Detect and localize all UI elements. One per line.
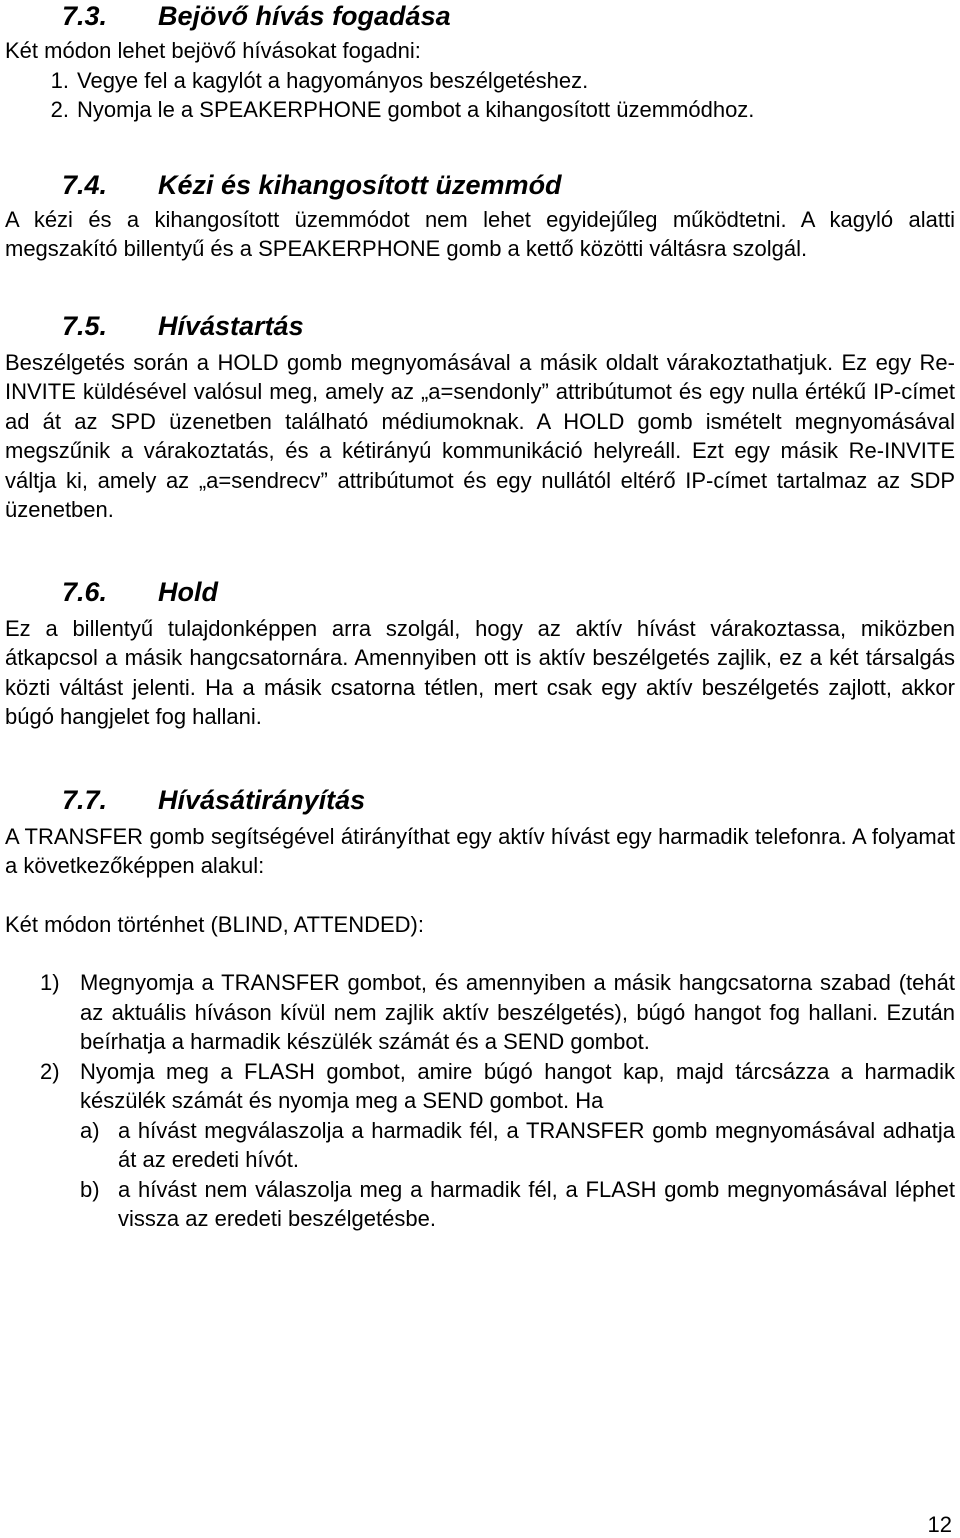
section-title: Kézi és kihangosított üzemmód — [158, 169, 562, 200]
document-page — [5, 0, 955, 1234]
section-title: Bejövő hívás fogadása — [158, 1, 451, 31]
list-marker: 2. — [50, 97, 69, 122]
section-body: A TRANSFER gomb segítségével átirányíthat egy aktív hívást egy harmadik telefonra. A folyamat a következőképpen alakul: — [5, 823, 955, 878]
section-body: A kézi és a kihangosított üzemmódot nem lehet egyidejűleg működtetni. A kagyló alatti megszakító billentyű és a SPEAKERPHONE gomb a kettő közötti váltásra szolgál. — [5, 206, 955, 261]
list-item — [80, 1175, 955, 1234]
transfer-substeps-list — [80, 1116, 955, 1234]
section-intro: Két módon lehet bejövő hívásokat fogadni: — [5, 38, 421, 63]
list-marker: 1. — [50, 67, 69, 93]
page-number: 12 — [927, 1512, 952, 1537]
section-number: 7.4. — [62, 169, 108, 200]
section-number: 7.5. — [62, 310, 108, 341]
list-marker: b) — [80, 1176, 100, 1202]
section-title: Hívásátirányítás — [158, 784, 366, 815]
section-heading-7-5 — [5, 310, 955, 342]
list-item-text: Nyomja le a SPEAKERPHONE gombot a kihangosított üzemmódhoz. — [77, 97, 755, 122]
list-item-text: a hívást megválaszolja a harmadik fél, a TRANSFER gomb megnyomásával adhatja át az eredeti hívót. — [118, 1117, 955, 1172]
section-number: 7.7. — [62, 784, 108, 815]
section-title: Hívástartás — [158, 310, 304, 341]
transfer-steps-list — [5, 968, 955, 1234]
section-body: Beszélgetés során a HOLD gomb megnyomásával a másik oldalt várakoztathatjuk. Ez egy Re-INVITE küldésével valósul meg, amely az „a=sendonly” attribútumot és egy nulla értékű IP-címet ad át az SPD üzenetben található médiumoknak. A HOLD gomb ismételt megnyomásával megszűnik a várakoztatás, és a kétirányú kommunikáció helyreáll. Ezt egy másik Re-INVITE váltja ki, amely az „a=sendrecv” attribútumot és egy nullától eltérő IP-címet tartalmaz az SDP üzenetben. — [5, 349, 955, 522]
list-item — [5, 1057, 955, 1234]
section-heading-7-3 — [5, 0, 955, 32]
list-item — [5, 968, 955, 1057]
section-number: 7.3. — [62, 1, 108, 31]
list-marker: 2) — [40, 1058, 60, 1084]
list-item-text: Megnyomja a TRANSFER gombot, és amennyiben a másik hangcsatorna szabad (tehát az aktuális híváson kívül nem zajlik aktív beszélgetés), búgó hangot fog hallani. Ezután beírhatja a harmadik készülék számát és a SEND gombot. — [80, 970, 955, 1054]
list-marker: 1) — [40, 970, 60, 995]
list-item-text: a hívást nem válaszolja meg a harmadik fél, a FLASH gomb megnyomásával léphet vissza az eredeti beszélgetésbe. — [118, 1176, 955, 1231]
section-heading-7-4 — [5, 169, 955, 201]
list-item — [80, 1116, 955, 1175]
transfer-modes-text: Két módon történhet (BLIND, ATTENDED): — [5, 911, 424, 937]
section-heading-7-7 — [5, 784, 955, 816]
section-number: 7.6. — [62, 576, 108, 607]
receive-call-list — [5, 66, 955, 125]
section-body: Ez a billentyű tulajdonképpen arra szolgál, hogy az aktív hívást várakoztassa, miközben átkapcsol a másik hangcsatornára. Amennyiben ott is aktív beszélgetés zajlik, ez a két társalgás közti váltást jelenti. Ha a másik csatorna tétlen, mert csak egy aktív beszélgetés zajlott, akkor búgó hangjelet fog hallani. — [5, 615, 955, 729]
list-item-body — [80, 1057, 955, 1234]
list-item-text: Vegye fel a kagylót a hagyományos beszélgetéshez. — [77, 67, 589, 93]
section-title: Hold — [158, 576, 218, 607]
list-item — [5, 66, 955, 96]
list-item — [5, 95, 955, 125]
section-heading-7-6 — [5, 576, 955, 608]
list-marker: a) — [80, 1117, 100, 1143]
list-item-text: Nyomja meg a FLASH gombot, amire búgó hangot kap, majd tárcsázza a harmadik készülék számát és nyomja meg a SEND gombot. Ha — [80, 1058, 955, 1113]
